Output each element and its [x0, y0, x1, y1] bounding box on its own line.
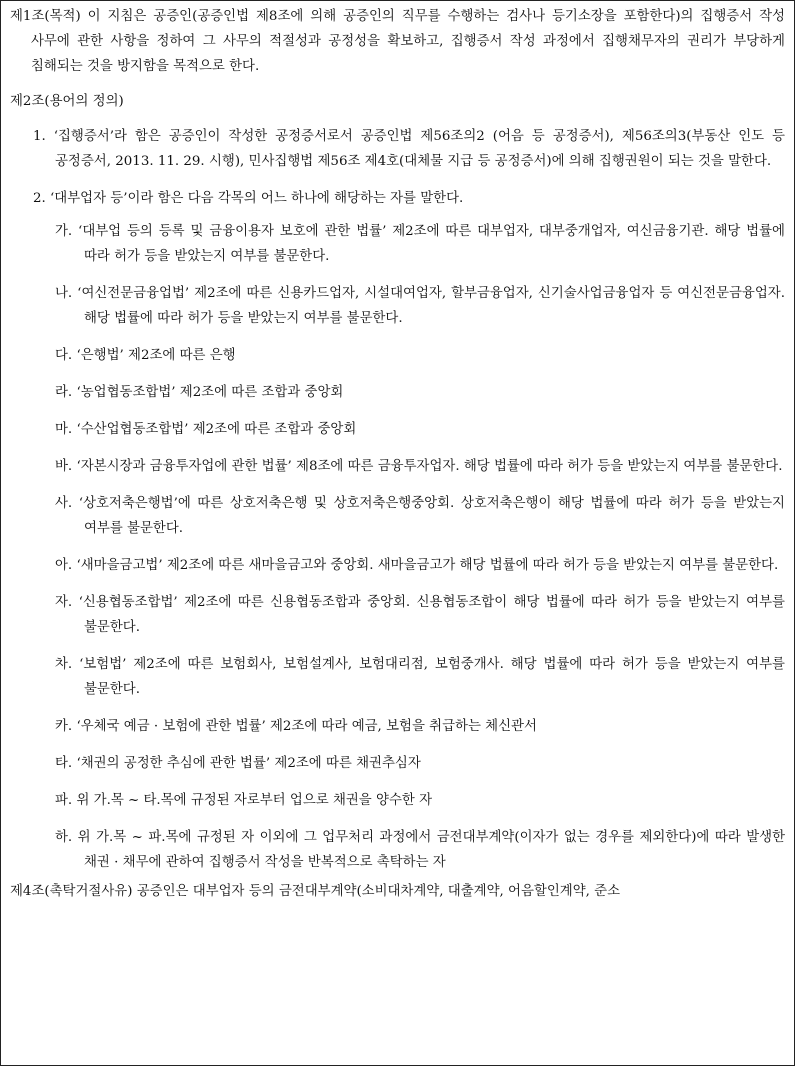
- subitem-a: 아. ‘새마을금고법’ 제2조에 따른 새마을금고와 중앙회. 새마을금고가 해당 법률에 따라 허가 등을 받았는지 여부를 불문한다.: [55, 558, 779, 573]
- article-2-heading: 제2조(용어의 정의): [10, 94, 124, 109]
- subitem-ha: 하. 위 가.목 ~ 파.목에 규정된 자 이외에 그 업무처리 과정에서 금전대부계약(이자가 없는 경우를 제외한다)에 따라 발생한 채권 · 채무에 관하여 집행증서 작성을 반복적으로 촉탁하는 자: [55, 830, 785, 870]
- subitem-pa: 파. 위 가.목 ~ 타.목에 규정된 자로부터 업으로 채권을 양수한 자: [55, 793, 433, 808]
- subitem-ra: 라. ‘농업협동조합법’ 제2조에 따른 조합과 중앙회: [55, 385, 344, 400]
- subitem-da: 다. ‘은행법’ 제2조에 따른 은행: [55, 348, 236, 363]
- article-4-partial: 제4조(촉탁거절사유) 공증인은 대부업자 등의 금전대부계약(소비대차계약, 대출계약, 어음할인계약, 준소: [10, 884, 621, 899]
- subitem-ma: 마. ‘수산업협동조합법’ 제2조에 따른 조합과 중앙회: [55, 422, 357, 437]
- subitem-sa: 사. ‘상호저축은행법’에 따른 상호저축은행 및 상호저축은행중앙회. 상호저축은행이 해당 법률에 따라 허가 등을 받았는지 여부를 불문한다.: [55, 496, 785, 536]
- subitem-ga: 가. ‘대부업 등의 등록 및 금융이용자 보호에 관한 법률’ 제2조에 따른 대부업자, 대부중개업자, 여신금융기관. 해당 법률에 따라 허가 등을 받았는지 여부를 불문한다.: [55, 224, 785, 264]
- subitem-cha: 차. ‘보험법’ 제2조에 따른 보험회사, 보험설계사, 보험대리점, 보험중개사. 해당 법률에 따라 허가 등을 받았는지 여부를 불문한다.: [55, 657, 785, 697]
- subitem-ta: 타. ‘채권의 공정한 추심에 관한 법률’ 제2조에 따른 채권추심자: [55, 756, 421, 771]
- subitem-ja: 자. ‘신용협동조합법’ 제2조에 따른 신용협동조합과 중앙회. 신용협동조합이 해당 법률에 따라 허가 등을 받았는지 여부를 불문한다.: [55, 595, 785, 635]
- subitem-ba: 바. ‘자본시장과 금융투자업에 관한 법률’ 제8조에 따른 금융투자업자. 해당 법률에 따라 허가 등을 받았는지 여부를 불문한다.: [55, 459, 783, 474]
- subitem-ka: 카. ‘우체국 예금 · 보험에 관한 법률’ 제2조에 따라 예금, 보험을 취급하는 체신관서: [55, 719, 537, 734]
- definition-item-2: 2. ‘대부업자 등’이라 함은 다음 각목의 어느 하나에 해당하는 자를 말한다.: [33, 191, 464, 206]
- subitem-na: 나. ‘여신전문금융업법’ 제2조에 따른 신용카드업자, 시설대여업자, 할부금융업자, 신기술사업금융업자 등 여신전문금융업자. 해당 법률에 따라 허가 등을 받았는지 여부를 불문한다.: [55, 286, 785, 326]
- definition-item-1: 1. ‘집행증서’라 함은 공증인이 작성한 공정증서로서 공증인법 제56조의2 (어음 등 공정증서), 제56조의3(부동산 인도 등 공정증서, 2013. 11. 29. 시행), 민사집행법 제56조 제4호(대체물 지급 등 공정증서)에 의해 집행권원이 되는 것을 말한다.: [33, 129, 785, 169]
- article-1-purpose: 제1조(목적) 이 지침은 공증인(공증인법 제8조에 의해 공증인의 직무를 수행하는 검사나 등기소장을 포함한다)의 집행증서 작성 사무에 관한 사항을 정하여 그 사무의 적절성과 공정성을 확보하고, 집행증서 작성 과정에서 집행채무자의 권리가 부당하게 침해되는 것을 방지함을 목적으로 한다.: [10, 9, 785, 74]
